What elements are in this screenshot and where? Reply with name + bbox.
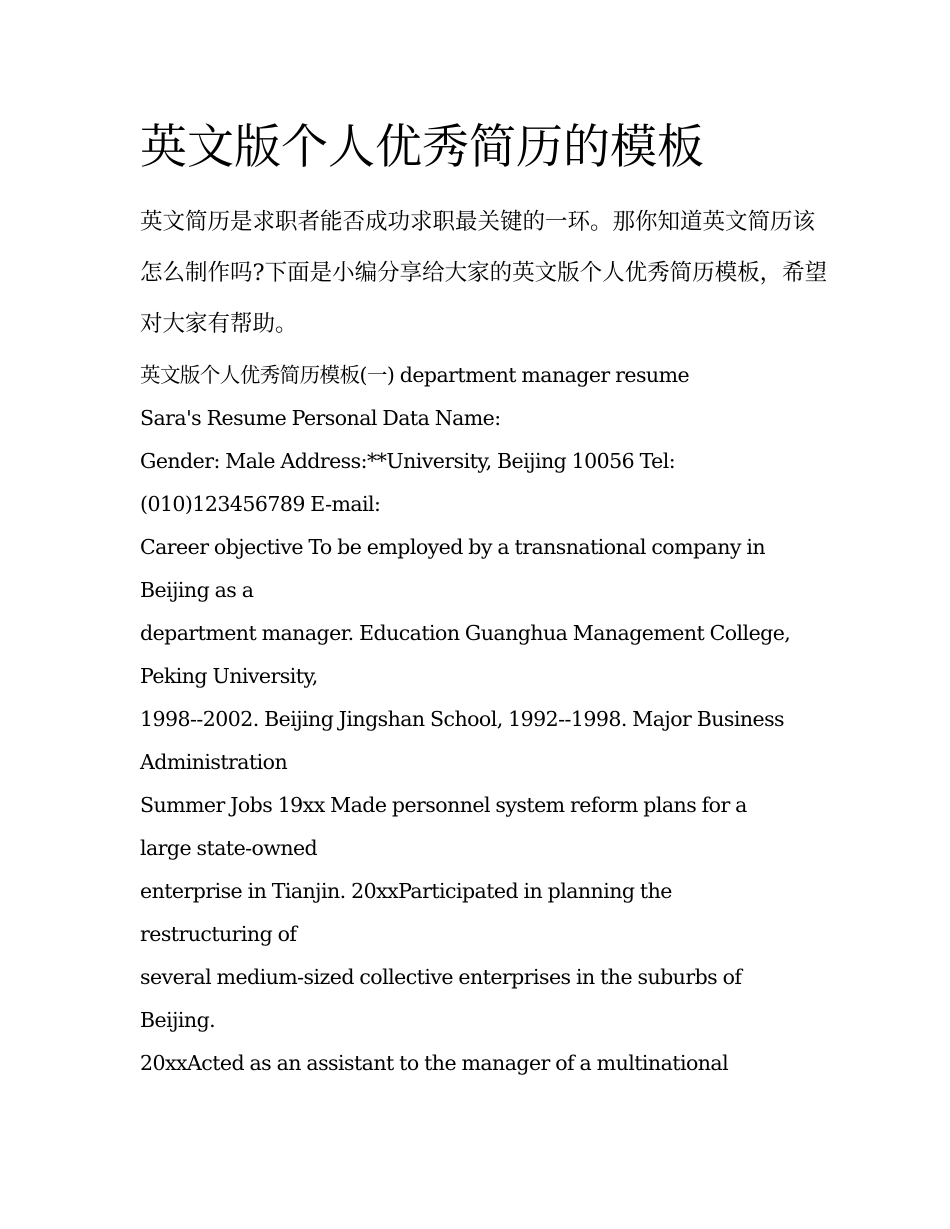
text-line: Beijing as a — [140, 578, 254, 602]
intro-paragraph: 英文简历是求职者能否成功求职最关键的一环。那你知道英文简历该怎么制作吗?下面是小编分享给大家的英文版个人优秀简历模板，希望对大家有帮助。 — [140, 209, 828, 337]
text-line: restructuring of — [140, 922, 297, 946]
text-line: enterprise in Tianjin. 20xxParticipated in planning the — [140, 879, 672, 903]
text-line: Sara's Resume Personal Data Name: — [140, 406, 501, 430]
text-line: 英文版个人优秀简历模板(一) department manager resume — [140, 363, 690, 387]
text-line: department manager. Education Guanghua Management College, — [140, 621, 791, 645]
text-line: several medium-sized collective enterprises in the suburbs of — [140, 965, 742, 989]
text-line: Administration — [140, 750, 288, 774]
document-title: 英文版个人优秀简历的模板 — [140, 120, 704, 175]
text-line: Beijing. — [140, 1008, 216, 1032]
resume-body — [140, 354, 830, 1085]
text-line: Career objective To be employed by a transnational company in — [140, 535, 766, 559]
text-line: 20xxActed as an assistant to the manager of a multinational — [140, 1051, 729, 1075]
text-line: (010)123456789 E-mail: — [140, 492, 381, 516]
text-line: Summer Jobs 19xx Made personnel system reform plans for a — [140, 793, 747, 817]
text-line: Peking University, — [140, 664, 318, 688]
text-line: Gender: Male Address:**University, Beijing 10056 Tel: — [140, 449, 676, 473]
text-line: large state-owned — [140, 836, 318, 860]
text-line: 1998--2002. Beijing Jingshan School, 1992--1998. Major Business — [140, 707, 785, 731]
